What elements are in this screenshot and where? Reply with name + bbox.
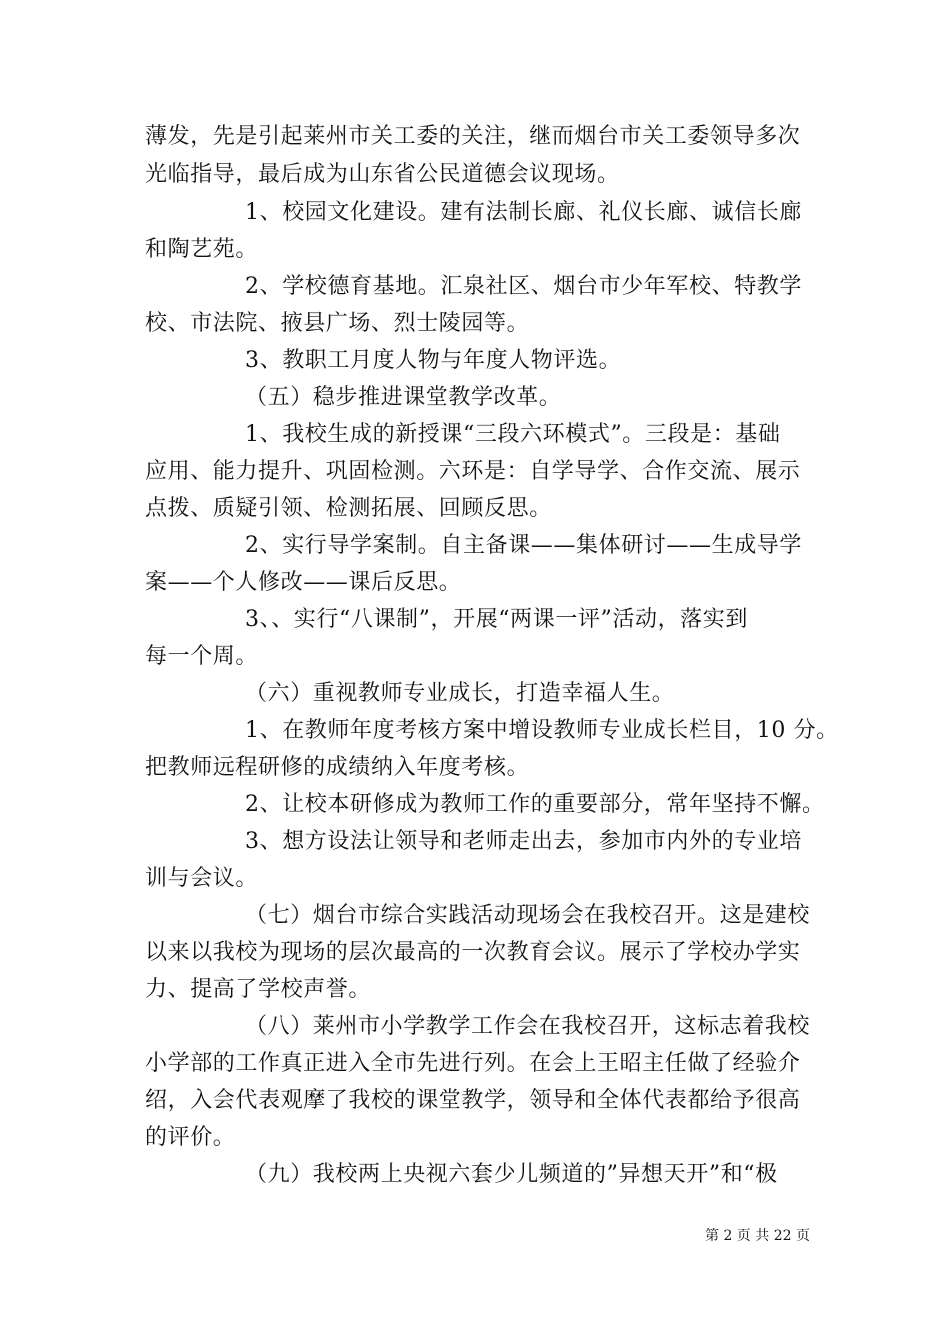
text-line: 3、、实行“八课制”，开展“两课一评”活动，落实到 [245, 607, 748, 632]
text-line: 力、提高了学校声誉。 [145, 977, 372, 1002]
text-line: 1、在教师年度考核方案中增设教师专业成长栏目，10 分。 [245, 718, 839, 743]
text-line: 训与会议。 [145, 866, 259, 891]
text-line: 校、市法院、掖县广场、烈士陵园等。 [145, 311, 530, 336]
text-line: 2、学校德育基地。汇泉社区、烟台市少年军校、特教学 [245, 274, 802, 299]
text-line: 以来以我校为现场的层次最高的一次教育会议。展示了学校办学实 [145, 940, 801, 965]
text-line: 光临指导，最后成为山东省公民道德会议现场。 [145, 162, 620, 187]
text-line: 2、实行导学案制。自主备课——集体研讨——生成导学 [245, 533, 802, 558]
section-heading: （八）莱州市小学教学工作会在我校召开，这标志着我校 [245, 1014, 811, 1039]
text-line: 把教师远程研修的成绩纳入年度考核。 [145, 755, 530, 780]
text-line: 绍，入会代表观摩了我校的课堂教学，领导和全体代表都给予很高 [145, 1088, 801, 1113]
text-line: 每一个周。 [145, 644, 259, 669]
text-line: 应用、能力提升、巩固检测。六环是：自学导学、合作交流、展示 [145, 459, 801, 484]
text-line: 2、让校本研修成为教师工作的重要部分，常年坚持不懈。 [245, 792, 825, 817]
text-line: 案——个人修改——课后反思。 [145, 570, 462, 595]
text-line: 的评价。 [145, 1125, 236, 1150]
section-heading: （六）重视教师专业成长，打造幸福人生。 [245, 681, 675, 706]
text-line: 和陶艺苑。 [145, 237, 259, 262]
text-line: 小学部的工作真正进入全市先进行列。在会上王昭主任做了经验介 [145, 1051, 801, 1076]
text-line: 3、教职工月度人物与年度人物评选。 [245, 348, 622, 373]
text-line: 3、想方设法让领导和老师走出去，参加市内外的专业培 [245, 829, 802, 854]
section-heading: （五）稳步推进课堂教学改革。 [245, 385, 562, 410]
text-line: 点拨、质疑引领、检测拓展、回顾反思。 [145, 496, 552, 521]
text-line: 薄发，先是引起莱州市关工委的关注，继而烟台市关工委领导多次 [145, 124, 801, 149]
text-line: 1、我校生成的新授课“三段六环模式”。三段是：基础 [245, 422, 781, 447]
section-heading: （九）我校两上央视六套少儿频道的”异想天开”和“极 [245, 1162, 778, 1187]
section-heading: （七）烟台市综合实践活动现场会在我校召开。这是建校 [245, 903, 811, 928]
page-number-footer: 第 2 页 共 22 页 [705, 1228, 810, 1244]
text-line: 1、校园文化建设。建有法制长廊、礼仪长廊、诚信长廊 [245, 200, 802, 225]
